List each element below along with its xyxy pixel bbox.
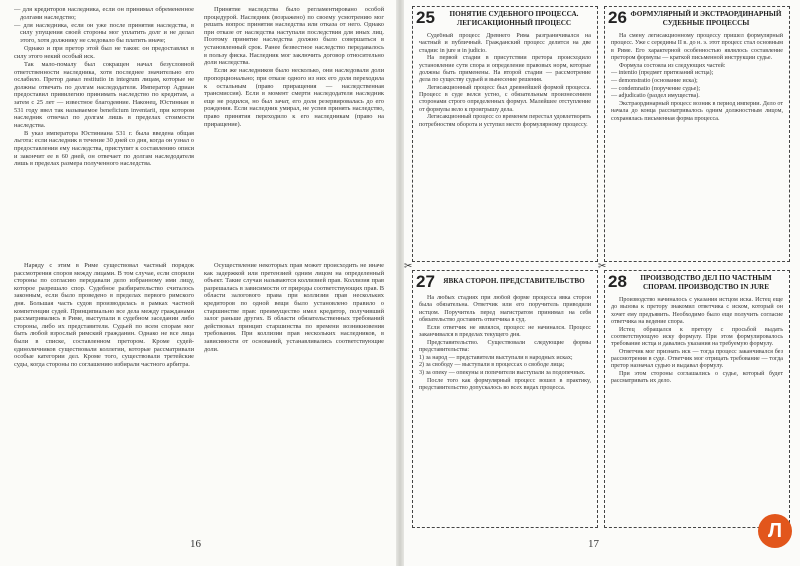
- paragraph: На любых стадиях при любой форме процесса явка сторон была обязательна. Ответчик или его поручитель приводили истцом. Поручитель перед магистратом принимал на себя обязательство доставить ответчика в суд.: [419, 295, 591, 323]
- card-body: [611, 33, 783, 257]
- paragraph: Принятие наследства было регламентировано особой процедурой. Наследник (возражено) по своему усмотрению мог решать вопрос принятия наследства или отказа от него. Однако при отказе от наследства наступали последствия для иных лиц. Поэтому принятие наследства должно было совершаться в установленный срок. Ранее безвестное наследство передавалось в пользу фиска. Наследник мог заключить договор относительно доли наследства.: [204, 6, 384, 67]
- card-28: [604, 270, 790, 528]
- list-item: — demonstratio (основание иска);: [611, 77, 698, 84]
- paragraph: Экстраординарный процесс возник в период империи. Дело от начала до конца рассматривалось одним должностным лицом, сохранялась письменная форма процесса.: [611, 101, 783, 122]
- card-title: ФОРМУЛЯРНЫЙ И ЭКСТРАОРДИНАРНЫЙ СУДЕБНЫЕ ПРОЦЕССЫ: [630, 10, 782, 27]
- paragraph: Ответчик мог признать иск — тогда процесс заканчивался без рассмотрения в суде. Ответчик мог отрицать требование — тогда претор назначал судью и выдавал формулу.: [611, 348, 783, 370]
- paragraph: В указ императора Юстиниана 531 г. была введена общая льгота: если наследник в течение 30 дней со дня, когда он узнал о предоставлении ему наследства, приступит к составлению описи и закончит ее в 60 дней, он отвечает по долгам наследодателя лишь в пределах размера полученного наследства.: [14, 129, 194, 168]
- scissors-icon: ✂: [598, 261, 607, 272]
- left-column-2-top: [204, 6, 384, 254]
- scissors-icon: ✂: [404, 261, 413, 272]
- list-item: — adjudicatio (раздел имущества).: [611, 93, 700, 100]
- paragraph: Так мало-помалу был сокращен начал безусловной ответственности наследника, хотя последнее значительно его ослабило. Претор давал restitutio in integrum лицам, которые не должны отвечать по долгам наследодателя. Император Адриан предоставил привилегию принимать наследство по кредитам, а затем с 25 лет — известное благодеяние. Наконец, Юстиниан в 531 году ввел так называемое beneficium inventarii, при котором наследник отвечал по долгам лишь в пределах стоимости наследства.: [14, 60, 194, 129]
- paragraph: Если ответчик не являлся, процесс не начинался. Процесс заканчивался в пределах текущего дня.: [419, 324, 591, 338]
- card-body: [419, 295, 591, 523]
- card-body: [419, 33, 591, 257]
- paragraph: На первой стадии в присутствии претора происходило установление сути спора и определение правовых норм, которые должны быть применены. На второй стадии — рассмотрение дела по существу судьей и вынесение решения.: [419, 55, 591, 84]
- paragraph: Наряду с этим в Риме существовал частный порядок рассмотрения споров между лицами. В том случае, если спорили стороны по согласию передавали дело избранному ими лицу, которое разрешало спор. Судебное разбирательство считалось законным, если было проведено в пределах первого римского дня. Большая часть судов производилась в рамках частной компетенции судей. Принципиально все дела между гражданами рассматривались в Риме, выступали в судебном заседании либо стороны, либо их представители. Судьей по всем спорам мог быть любой взрослый римский гражданин. Однако не все лица были в списке, составленном претором. Кроме судей-единоличников существовали коллегии, которые рассматривали особые категории дел. Кроме того, существовали третейские суды, когда стороны по соглашению избирали частного арбитра.: [14, 262, 194, 368]
- card-number: 25: [416, 8, 435, 27]
- left-column-1-bottom: [14, 262, 194, 532]
- paragraph: Производство начиналось с указания истцом иска. Истец еще до вызова к претору знакомил ответчика с иском, который он хочет ему предъявить. Необходимо было еще получить согласие ответчика на ведение спора.: [611, 297, 783, 325]
- card-title: ПРОИЗВОДСТВО ДЕЛ ПО ЧАСТНЫМ СПОРАМ. ПРОИЗВОДСТВО IN JURE: [640, 274, 772, 291]
- list-item: 2) за свободу — выступали в процессах о свободе лица;: [419, 362, 565, 369]
- list-item: — intentio (предмет притязаний истца);: [611, 70, 714, 77]
- paragraph: Представительство. Существовали следующие формы представительства:: [419, 339, 591, 353]
- paragraph: Осуществление некоторых прав может происходить не иначе как задержкой или претензией одним лицом на определенный объект. Такие случаи называются коллизией прав. Коллизия прав разрешалась в зависимости от природы соответствующих прав. В области залогового права при коллизии прав нескольких кредиторов по одной вещи было установлено правило о старшинстве прав: преимущество имел кредитор, получивший залог раньше других. В области обязательственных требований действовал принцип старшинства по времени возникновения требования. При коллизии прав нескольких наследников, в зависимости от оснований, устанавливались соответствующие доли.: [204, 262, 384, 353]
- card-title: ЯВКА СТОРОН. ПРЕДСТАВИТЕЛЬСТВО: [443, 277, 585, 285]
- paragraph: Если же наследников было несколько, они наследовали доли пропорционально; при отказе одного из них его доля переходила к остальным (право приращения — наследственная трансмиссия). Если в момент смерти наследодателя наследник еще не родился, но был зачат, его доля резервировалась до его рождения. Если наследник умирал, не успев принять наследство, право принятия переходило к его наследникам (право на приращение).: [204, 67, 384, 128]
- card-number: 27: [416, 272, 435, 291]
- card-number: 28: [608, 272, 627, 291]
- paragraph: Формула состояла из следующих частей:: [619, 62, 726, 69]
- book-gutter: [396, 0, 404, 566]
- page-number-right: 17: [588, 538, 599, 550]
- card-26: [604, 6, 790, 262]
- paragraph: — для наследника, если он уже после принятия наследства, в силу упущения своей стороны мог уплатить долг и не делал этого, хотя должнику не следовало бы платить иначе;: [14, 21, 194, 44]
- paragraph: На смену легисакционному процессу пришел формулярный процесс. Уже с середины II в. до н. э. этот процесс стал основным в Риме. Его характерной особенностью являлось составление претором формулы — краткой письменной инструкции судье.: [611, 33, 783, 61]
- card-body: [611, 297, 783, 523]
- list-item: — condemnatio (поручение судье);: [611, 85, 701, 92]
- list-item: 1) за народ — представители выступали в народных исках;: [419, 354, 573, 361]
- left-page: [0, 0, 398, 566]
- left-column-1-top: [14, 6, 194, 254]
- page-number-left: 16: [190, 538, 201, 550]
- left-column-2-bottom: [204, 262, 384, 532]
- paragraph: При этом стороны соглашались о судье, который будет рассматривать их дело.: [611, 371, 783, 385]
- paragraph: Однако и при претор этой был не таков: он предоставлял в силу этого некий особый иск.: [14, 45, 194, 60]
- card-27: [412, 270, 598, 528]
- paragraph: Истец обращался к претору с просьбой выдать соответствующую иску формулу. При этом формулировалось требование истца и давались указания на требуемую формулу.: [611, 326, 783, 348]
- paragraph: — для кредиторов наследника, если он принимал обремененное долгами наследство;: [14, 6, 194, 21]
- list-item: 3) за опеку — опекуны и попечители выступали за подопечных.: [419, 369, 586, 376]
- card-25: [412, 6, 598, 262]
- paragraph: Легисакционный процесс был древнейшей формой процесса. Процесс в суде велся устно, с обязательным произнесением сторонами строго определенных формул. Малейшее отступление от формулы вело к проигрышу дела.: [419, 84, 591, 113]
- paragraph: Легисакционный процесс со временем перестал удовлетворять потребностям оборота и уступил место формулярному процессу.: [419, 114, 591, 128]
- paragraph: Судебный процесс Древнего Рима разграничивался на частный и публичный. Гражданский процесс делится на две стадии: in jure и in judicio.: [419, 33, 591, 54]
- publisher-logo-icon: Л: [758, 514, 792, 548]
- paragraph: После того как формулярный процесс вошел в практику, представительство допускалось во всех видах процесса.: [419, 377, 591, 391]
- card-number: 26: [608, 8, 627, 27]
- card-title: ПОНЯТИЕ СУДЕБНОГО ПРОЦЕССА. ЛЕГИСАКЦИОННЫЙ ПРОЦЕСС: [449, 10, 579, 27]
